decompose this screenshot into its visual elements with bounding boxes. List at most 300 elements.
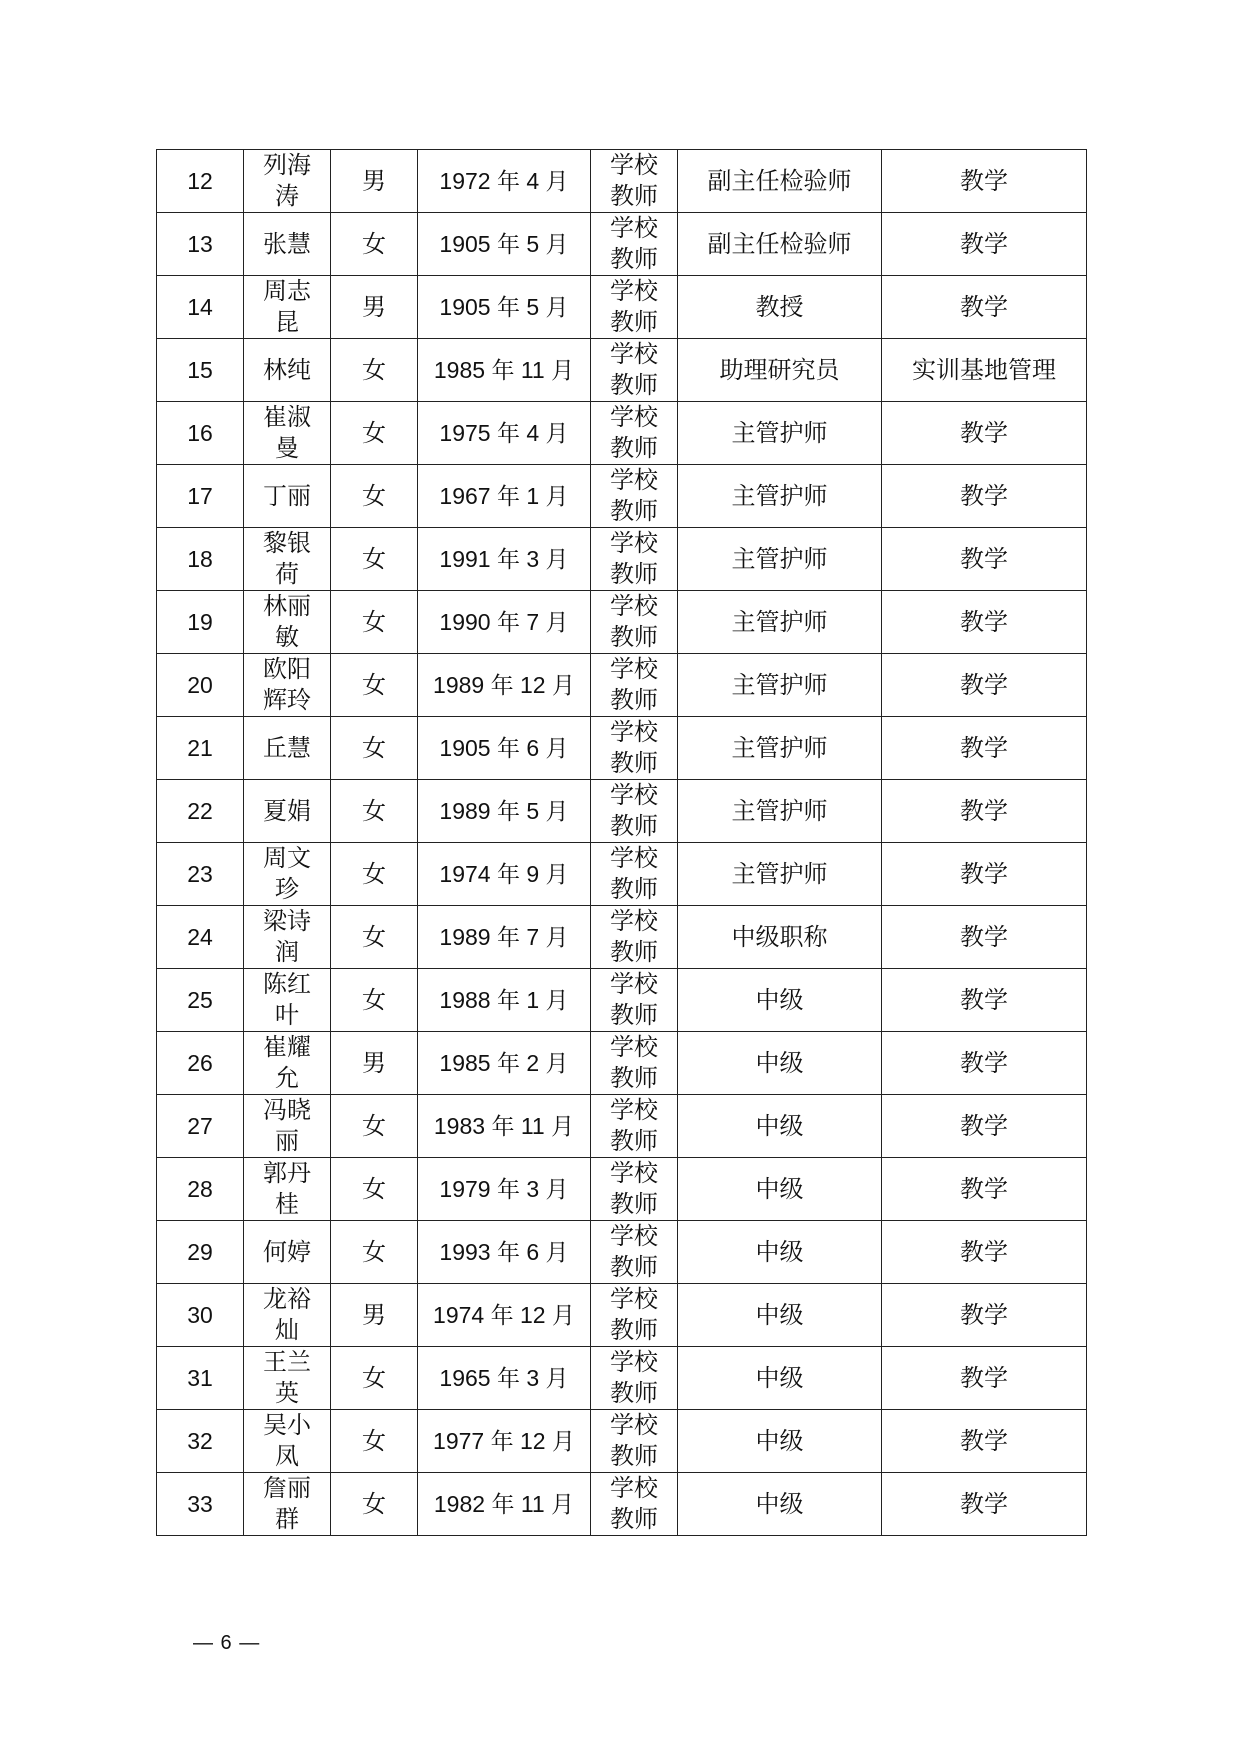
unit-cell-text: 学校 教师 (610, 1159, 658, 1218)
row-number-cell-text: 12 (187, 167, 213, 194)
row-number-cell-text: 16 (187, 419, 213, 446)
unit-cell (591, 465, 678, 528)
gender-cell-text: 女 (362, 418, 386, 447)
gender-cell-text: 女 (362, 1174, 386, 1203)
professional-title-cell-text: 主管护师 (731, 607, 828, 636)
name-cell-text: 夏娟 (263, 796, 311, 825)
work-role-cell-text: 教学 (960, 859, 1008, 888)
work-role-cell (882, 213, 1087, 276)
professional-title-cell (678, 1284, 882, 1347)
birth-date-cell-text: 1967 年 1 月 (439, 482, 569, 509)
name-cell (244, 1284, 331, 1347)
professional-title-cell (678, 150, 882, 213)
birth-date-cell-text: 1965 年 3 月 (439, 1364, 569, 1391)
work-role-cell-text: 教学 (960, 1048, 1008, 1077)
row-number-cell (157, 213, 244, 276)
gender-cell (331, 213, 418, 276)
name-cell (244, 843, 331, 906)
work-role-cell-text: 教学 (960, 670, 1008, 699)
professional-title-cell-text: 中级 (755, 1048, 804, 1077)
name-cell-text: 张慧 (263, 229, 311, 258)
professional-title-cell (678, 654, 882, 717)
name-cell (244, 528, 331, 591)
name-cell (244, 402, 331, 465)
name-cell-text: 冯晓 丽 (263, 1096, 311, 1155)
work-role-cell (882, 1284, 1087, 1347)
professional-title-cell-text: 主管护师 (731, 481, 828, 510)
name-cell (244, 1032, 331, 1095)
gender-cell-text: 女 (362, 1363, 386, 1392)
table-row (157, 780, 1087, 843)
work-role-cell (882, 1410, 1087, 1473)
gender-cell-text: 女 (362, 544, 386, 573)
unit-cell (591, 906, 678, 969)
gender-cell (331, 276, 418, 339)
professional-title-cell-text: 主管护师 (731, 670, 828, 699)
gender-cell (331, 1473, 418, 1536)
gender-cell (331, 654, 418, 717)
unit-cell (591, 717, 678, 780)
professional-title-cell-text: 中级 (755, 1111, 804, 1140)
work-role-cell-text: 教学 (960, 166, 1008, 195)
table-row (157, 1158, 1087, 1221)
gender-cell (331, 1095, 418, 1158)
name-cell (244, 465, 331, 528)
gender-cell (331, 1347, 418, 1410)
work-role-cell-text: 教学 (960, 922, 1008, 951)
name-cell (244, 1095, 331, 1158)
name-cell-text: 郭丹 桂 (263, 1159, 311, 1218)
gender-cell (331, 465, 418, 528)
gender-cell-text: 女 (362, 796, 386, 825)
row-number-cell-text: 18 (187, 545, 213, 572)
work-role-cell (882, 843, 1087, 906)
gender-cell-text: 女 (362, 733, 386, 762)
gender-cell (331, 591, 418, 654)
birth-date-cell-text: 1989 年 7 月 (439, 923, 569, 950)
row-number-cell (157, 339, 244, 402)
work-role-cell-text: 实训基地管理 (912, 355, 1056, 384)
row-number-cell-text: 24 (187, 923, 213, 950)
birth-date-cell-text: 1905 年 6 月 (439, 734, 569, 761)
row-number-cell-text: 22 (187, 797, 213, 824)
unit-cell-text: 学校 教师 (610, 529, 658, 588)
unit-cell-text: 学校 教师 (610, 592, 658, 651)
unit-cell-text: 学校 教师 (610, 466, 658, 525)
birth-date-cell (418, 654, 591, 717)
gender-cell (331, 969, 418, 1032)
birth-date-cell-text: 1988 年 1 月 (439, 986, 569, 1013)
table-row (157, 1473, 1087, 1536)
unit-cell (591, 1284, 678, 1347)
row-number-cell-text: 25 (187, 986, 213, 1013)
birth-date-cell-text: 1974 年 9 月 (439, 860, 569, 887)
work-role-cell (882, 276, 1087, 339)
name-cell-text: 黎银 荷 (263, 529, 311, 588)
row-number-cell (157, 717, 244, 780)
gender-cell (331, 150, 418, 213)
gender-cell (331, 1032, 418, 1095)
birth-date-cell-text: 1989 年 5 月 (439, 797, 569, 824)
row-number-cell-text: 13 (187, 230, 213, 257)
name-cell-text: 崔淑 曼 (263, 403, 311, 462)
name-cell (244, 276, 331, 339)
row-number-cell-text: 29 (187, 1238, 213, 1265)
birth-date-cell (418, 213, 591, 276)
unit-cell-text: 学校 教师 (610, 655, 658, 714)
professional-title-cell (678, 843, 882, 906)
professional-title-cell (678, 213, 882, 276)
row-number-cell (157, 906, 244, 969)
birth-date-cell (418, 150, 591, 213)
professional-title-cell (678, 1158, 882, 1221)
birth-date-cell-text: 1993 年 6 月 (439, 1238, 569, 1265)
unit-cell (591, 780, 678, 843)
work-role-cell (882, 717, 1087, 780)
birth-date-cell (418, 843, 591, 906)
professional-title-cell (678, 465, 882, 528)
work-role-cell (882, 528, 1087, 591)
birth-date-cell (418, 465, 591, 528)
work-role-cell-text: 教学 (960, 1174, 1008, 1203)
row-number-cell (157, 276, 244, 339)
row-number-cell (157, 465, 244, 528)
row-number-cell (157, 1158, 244, 1221)
row-number-cell-text: 20 (187, 671, 213, 698)
professional-title-cell-text: 中级 (755, 1489, 804, 1518)
unit-cell-text: 学校 教师 (610, 1411, 658, 1470)
work-role-cell-text: 教学 (960, 733, 1008, 762)
work-role-cell-text: 教学 (960, 1489, 1008, 1518)
row-number-cell (157, 843, 244, 906)
professional-title-cell-text: 主管护师 (731, 733, 828, 762)
name-cell-text: 梁诗 润 (263, 907, 311, 966)
unit-cell (591, 1095, 678, 1158)
work-role-cell-text: 教学 (960, 418, 1008, 447)
birth-date-cell-text: 1905 年 5 月 (439, 293, 569, 320)
gender-cell-text: 女 (362, 1489, 386, 1518)
table-row (157, 1221, 1087, 1284)
gender-cell-text: 男 (362, 1048, 386, 1077)
name-cell (244, 1473, 331, 1536)
unit-cell (591, 1473, 678, 1536)
row-number-cell (157, 1095, 244, 1158)
unit-cell-text: 学校 教师 (610, 277, 658, 336)
professional-title-cell (678, 402, 882, 465)
table-row (157, 528, 1087, 591)
work-role-cell-text: 教学 (960, 1237, 1008, 1266)
unit-cell (591, 528, 678, 591)
gender-cell (331, 1410, 418, 1473)
work-role-cell-text: 教学 (960, 292, 1008, 321)
work-role-cell-text: 教学 (960, 1426, 1008, 1455)
work-role-cell (882, 1473, 1087, 1536)
professional-title-cell-text: 主管护师 (731, 859, 828, 888)
birth-date-cell (418, 1284, 591, 1347)
birth-date-cell (418, 402, 591, 465)
row-number-cell-text: 19 (187, 608, 213, 635)
gender-cell-text: 男 (362, 1300, 386, 1329)
name-cell-text: 王兰 英 (263, 1348, 311, 1407)
birth-date-cell-text: 1977 年 12 月 (433, 1427, 575, 1454)
gender-cell (331, 402, 418, 465)
row-number-cell-text: 32 (187, 1427, 213, 1454)
professional-title-cell-text: 教授 (755, 292, 804, 321)
professional-title-cell-text: 中级 (755, 1363, 804, 1392)
gender-cell (331, 843, 418, 906)
work-role-cell-text: 教学 (960, 1300, 1008, 1329)
row-number-cell-text: 31 (187, 1364, 213, 1391)
unit-cell-text: 学校 教师 (610, 340, 658, 399)
birth-date-cell (418, 969, 591, 1032)
row-number-cell (157, 1347, 244, 1410)
professional-title-cell (678, 1347, 882, 1410)
row-number-cell-text: 28 (187, 1175, 213, 1202)
unit-cell (591, 1158, 678, 1221)
professional-title-cell (678, 528, 882, 591)
unit-cell-text: 学校 教师 (610, 781, 658, 840)
unit-cell (591, 1410, 678, 1473)
name-cell-text: 詹丽 群 (263, 1474, 311, 1533)
birth-date-cell (418, 906, 591, 969)
unit-cell (591, 150, 678, 213)
unit-cell-text: 学校 教师 (610, 1222, 658, 1281)
row-number-cell (157, 591, 244, 654)
birth-date-cell-text: 1974 年 12 月 (433, 1301, 575, 1328)
professional-title-cell (678, 339, 882, 402)
table-row (157, 1347, 1087, 1410)
work-role-cell (882, 150, 1087, 213)
professional-title-cell-text: 中级 (755, 1300, 804, 1329)
work-role-cell (882, 402, 1087, 465)
birth-date-cell-text: 1991 年 3 月 (439, 545, 569, 572)
gender-cell-text: 女 (362, 670, 386, 699)
birth-date-cell (418, 1095, 591, 1158)
name-cell (244, 213, 331, 276)
unit-cell (591, 276, 678, 339)
name-cell-text: 丁丽 (263, 481, 311, 510)
gender-cell (331, 780, 418, 843)
professional-title-cell-text: 助理研究员 (719, 355, 840, 384)
birth-date-cell (418, 717, 591, 780)
birth-date-cell-text: 1983 年 11 月 (433, 1112, 575, 1139)
name-cell (244, 906, 331, 969)
unit-cell-text: 学校 教师 (610, 1285, 658, 1344)
table-row (157, 591, 1087, 654)
table-row (157, 843, 1087, 906)
table-row (157, 969, 1087, 1032)
work-role-cell-text: 教学 (960, 985, 1008, 1014)
professional-title-cell (678, 906, 882, 969)
unit-cell-text: 学校 教师 (610, 1033, 658, 1092)
table-row (157, 654, 1087, 717)
professional-title-cell (678, 1221, 882, 1284)
gender-cell (331, 717, 418, 780)
name-cell (244, 1347, 331, 1410)
work-role-cell-text: 教学 (960, 1111, 1008, 1140)
unit-cell-text: 学校 教师 (610, 970, 658, 1029)
birth-date-cell (418, 528, 591, 591)
name-cell-text: 欧阳 辉玲 (263, 655, 311, 714)
unit-cell (591, 1221, 678, 1284)
table-row (157, 150, 1087, 213)
unit-cell-text: 学校 教师 (610, 403, 658, 462)
professional-title-cell (678, 780, 882, 843)
unit-cell-text: 学校 教师 (610, 907, 658, 966)
gender-cell-text: 女 (362, 1111, 386, 1140)
unit-cell-text: 学校 教师 (610, 1096, 658, 1155)
row-number-cell (157, 969, 244, 1032)
professional-title-cell-text: 中级 (755, 1237, 804, 1266)
birth-date-cell (418, 1410, 591, 1473)
row-number-cell (157, 1473, 244, 1536)
row-number-cell (157, 1284, 244, 1347)
work-role-cell (882, 780, 1087, 843)
name-cell (244, 591, 331, 654)
birth-date-cell (418, 276, 591, 339)
professional-title-cell-text: 主管护师 (731, 544, 828, 573)
birth-date-cell (418, 1158, 591, 1221)
professional-title-cell-text: 中级 (755, 1174, 804, 1203)
row-number-cell (157, 150, 244, 213)
birth-date-cell (418, 591, 591, 654)
professional-title-cell (678, 591, 882, 654)
row-number-cell-text: 17 (187, 482, 213, 509)
gender-cell (331, 906, 418, 969)
name-cell (244, 717, 331, 780)
birth-date-cell-text: 1972 年 4 月 (439, 167, 569, 194)
professional-title-cell (678, 969, 882, 1032)
professional-title-cell (678, 1410, 882, 1473)
work-role-cell (882, 654, 1087, 717)
gender-cell-text: 女 (362, 1426, 386, 1455)
row-number-cell-text: 27 (187, 1112, 213, 1139)
name-cell (244, 1221, 331, 1284)
table-row (157, 1032, 1087, 1095)
birth-date-cell-text: 1985 年 2 月 (439, 1049, 569, 1076)
name-cell-text: 崔耀 允 (263, 1033, 311, 1092)
gender-cell (331, 1284, 418, 1347)
gender-cell-text: 女 (362, 985, 386, 1014)
professional-title-cell (678, 276, 882, 339)
name-cell-text: 周志 昆 (263, 277, 311, 336)
work-role-cell (882, 969, 1087, 1032)
work-role-cell (882, 906, 1087, 969)
name-cell-text: 林丽 敏 (263, 592, 311, 651)
table-row (157, 1410, 1087, 1473)
staff-table-body (157, 150, 1087, 1536)
table-row (157, 1095, 1087, 1158)
professional-title-cell-text: 主管护师 (731, 796, 828, 825)
name-cell (244, 339, 331, 402)
work-role-cell (882, 591, 1087, 654)
professional-title-cell (678, 1473, 882, 1536)
work-role-cell (882, 1158, 1087, 1221)
birth-date-cell-text: 1990 年 7 月 (439, 608, 569, 635)
work-role-cell-text: 教学 (960, 796, 1008, 825)
row-number-cell (157, 1410, 244, 1473)
table-row (157, 717, 1087, 780)
table-row (157, 213, 1087, 276)
gender-cell-text: 男 (362, 292, 386, 321)
professional-title-cell (678, 717, 882, 780)
professional-title-cell (678, 1032, 882, 1095)
row-number-cell-text: 21 (187, 734, 213, 761)
name-cell (244, 969, 331, 1032)
gender-cell-text: 女 (362, 607, 386, 636)
name-cell (244, 1158, 331, 1221)
gender-cell-text: 女 (362, 355, 386, 384)
name-cell (244, 1410, 331, 1473)
name-cell-text: 林纯 (263, 355, 311, 384)
table-row (157, 276, 1087, 339)
work-role-cell (882, 465, 1087, 528)
name-cell-text: 列海 涛 (263, 151, 311, 210)
gender-cell-text: 女 (362, 481, 386, 510)
work-role-cell-text: 教学 (960, 607, 1008, 636)
name-cell-text: 丘慧 (263, 733, 311, 762)
gender-cell-text: 女 (362, 1237, 386, 1266)
work-role-cell (882, 1095, 1087, 1158)
gender-cell-text: 女 (362, 859, 386, 888)
professional-title-cell-text: 副主任检验师 (707, 229, 852, 258)
name-cell-text: 周文 珍 (263, 844, 311, 903)
birth-date-cell-text: 1989 年 12 月 (433, 671, 575, 698)
professional-title-cell-text: 中级 (755, 985, 804, 1014)
birth-date-cell-text: 1982 年 11 月 (433, 1490, 575, 1517)
table-row (157, 402, 1087, 465)
table-row (157, 906, 1087, 969)
unit-cell (591, 1347, 678, 1410)
birth-date-cell (418, 1221, 591, 1284)
unit-cell-text: 学校 教师 (610, 214, 658, 273)
unit-cell (591, 1032, 678, 1095)
name-cell (244, 150, 331, 213)
gender-cell (331, 339, 418, 402)
work-role-cell-text: 教学 (960, 481, 1008, 510)
unit-cell (591, 654, 678, 717)
work-role-cell (882, 1032, 1087, 1095)
gender-cell (331, 528, 418, 591)
unit-cell-text: 学校 教师 (610, 718, 658, 777)
row-number-cell-text: 33 (187, 1490, 213, 1517)
birth-date-cell (418, 1347, 591, 1410)
professional-title-cell (678, 1095, 882, 1158)
row-number-cell-text: 15 (187, 356, 213, 383)
birth-date-cell (418, 780, 591, 843)
unit-cell-text: 学校 教师 (610, 1348, 658, 1407)
birth-date-cell-text: 1985 年 11 月 (433, 356, 575, 383)
row-number-cell (157, 654, 244, 717)
gender-cell-text: 女 (362, 229, 386, 258)
unit-cell-text: 学校 教师 (610, 1474, 658, 1533)
work-role-cell (882, 1221, 1087, 1284)
staff-table (156, 149, 1087, 1536)
row-number-cell-text: 30 (187, 1301, 213, 1328)
unit-cell (591, 339, 678, 402)
name-cell-text: 何婷 (263, 1237, 311, 1266)
gender-cell (331, 1158, 418, 1221)
table-row (157, 339, 1087, 402)
table-row (157, 1284, 1087, 1347)
work-role-cell-text: 教学 (960, 229, 1008, 258)
row-number-cell (157, 402, 244, 465)
row-number-cell (157, 528, 244, 591)
professional-title-cell-text: 中级 (755, 1426, 804, 1455)
page-number: — 6 — (193, 1632, 261, 1654)
name-cell-text: 吴小 凤 (263, 1411, 311, 1470)
row-number-cell (157, 1221, 244, 1284)
